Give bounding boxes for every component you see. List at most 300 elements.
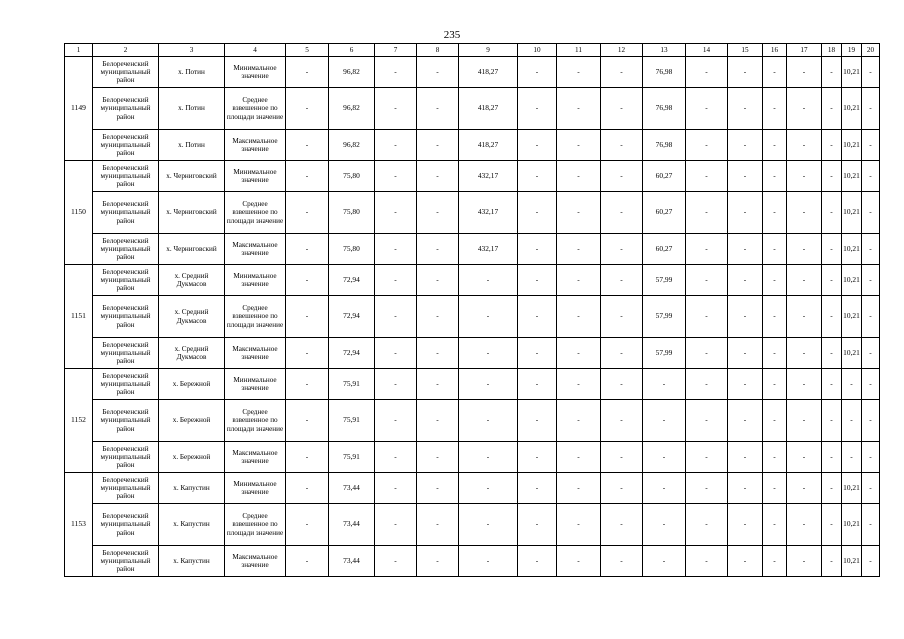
table-cell-col-2: Белореченский муниципальный район bbox=[93, 161, 159, 192]
table-cell-col-15: - bbox=[728, 338, 763, 369]
table-cell-col-4: Максимальное значение bbox=[225, 546, 286, 577]
table-cell-col-8: - bbox=[417, 296, 459, 338]
table-row bbox=[65, 369, 880, 400]
table-cell-col-13: - bbox=[643, 442, 686, 473]
table-cell-col-16: - bbox=[763, 369, 787, 400]
table-row bbox=[65, 192, 880, 234]
table-cell-col-6: 73,44 bbox=[329, 546, 375, 577]
table-cell-col-3: х. Средний Дукмасов bbox=[159, 296, 225, 338]
table-cell-col-10: - bbox=[518, 442, 557, 473]
table-cell-col-13: 57,99 bbox=[643, 265, 686, 296]
table-cell-col-17: - bbox=[787, 338, 822, 369]
table-cell-col-7: - bbox=[375, 57, 417, 88]
table-cell-col-11: - bbox=[557, 234, 601, 265]
table-cell-col-18: - bbox=[822, 546, 842, 577]
table-cell-col-16: - bbox=[763, 442, 787, 473]
table-cell-col-17: - bbox=[787, 192, 822, 234]
table-cell-col-19: 10,21 bbox=[842, 265, 862, 296]
table-cell-col-20: - bbox=[862, 504, 880, 546]
table-cell-col-13: 57,99 bbox=[643, 338, 686, 369]
table-cell-col-15: - bbox=[728, 400, 763, 442]
table-cell-col-12: - bbox=[601, 473, 643, 504]
table-cell-col-14: - bbox=[686, 369, 728, 400]
table-cell-col-6: 72,94 bbox=[329, 338, 375, 369]
column-header-11: 11 bbox=[557, 44, 601, 57]
table-cell-col-5: - bbox=[286, 473, 329, 504]
table-cell-col-11: - bbox=[557, 442, 601, 473]
table-cell-col-15: - bbox=[728, 504, 763, 546]
table-cell-col-12: - bbox=[601, 265, 643, 296]
column-header-4: 4 bbox=[225, 44, 286, 57]
column-header-17: 17 bbox=[787, 44, 822, 57]
table-cell-col-9: 432,17 bbox=[459, 192, 518, 234]
table-cell-col-3: х. Потин bbox=[159, 57, 225, 88]
table-cell-col-11: - bbox=[557, 296, 601, 338]
column-header-1: 1 bbox=[65, 44, 93, 57]
table-cell-col-14: - bbox=[686, 473, 728, 504]
table-cell-col-13: - bbox=[643, 400, 686, 442]
table-row bbox=[65, 442, 880, 473]
table-cell-col-12: - bbox=[601, 130, 643, 161]
table-cell-col-19: 10,21 bbox=[842, 234, 862, 265]
table-cell-col-4: Среднее взвешенное по площади значение bbox=[225, 296, 286, 338]
table-cell-col-7: - bbox=[375, 130, 417, 161]
table-cell-col-3: х. Капустин bbox=[159, 504, 225, 546]
table-cell-col-16: - bbox=[763, 57, 787, 88]
table-cell-col-20: - bbox=[862, 88, 880, 130]
table-cell-col-9: 418,27 bbox=[459, 57, 518, 88]
column-header-9: 9 bbox=[459, 44, 518, 57]
table-cell-col-10: - bbox=[518, 130, 557, 161]
table-cell-col-3: х. Потин bbox=[159, 88, 225, 130]
table-cell-col-10: - bbox=[518, 504, 557, 546]
table-cell-col-14: - bbox=[686, 546, 728, 577]
column-header-12: 12 bbox=[601, 44, 643, 57]
table-cell-col-17: - bbox=[787, 442, 822, 473]
page-number: 235 bbox=[443, 29, 461, 41]
table-cell-col-5: - bbox=[286, 504, 329, 546]
table-cell-col-18: - bbox=[822, 442, 842, 473]
table-cell-col-12: - bbox=[601, 369, 643, 400]
table-cell-col-20: - bbox=[862, 400, 880, 442]
table-cell-col-16: - bbox=[763, 161, 787, 192]
table-cell-col-19: 10,21 bbox=[842, 338, 862, 369]
table-cell-col-7: - bbox=[375, 88, 417, 130]
table-cell-col-8: - bbox=[417, 338, 459, 369]
table-cell-col-20: - bbox=[862, 369, 880, 400]
table-cell-col-6: 73,44 bbox=[329, 504, 375, 546]
table-cell-col-20: - bbox=[862, 296, 880, 338]
table-cell-col-7: - bbox=[375, 473, 417, 504]
column-header-13: 13 bbox=[643, 44, 686, 57]
table-cell-col-6: 75,91 bbox=[329, 400, 375, 442]
table-cell-col-7: - bbox=[375, 442, 417, 473]
table-cell-col-14: - bbox=[686, 192, 728, 234]
table-cell-col-13: 57,99 bbox=[643, 296, 686, 338]
table-cell-col-15: - bbox=[728, 369, 763, 400]
table-cell-col-5: - bbox=[286, 369, 329, 400]
table-cell-col-12: - bbox=[601, 192, 643, 234]
table-cell-col-11: - bbox=[557, 57, 601, 88]
table-cell-col-13: 76,98 bbox=[643, 88, 686, 130]
table-cell-col-20: - bbox=[862, 265, 880, 296]
table-cell-col-15: - bbox=[728, 546, 763, 577]
table-cell-col-9: - bbox=[459, 504, 518, 546]
table-cell-col-20: - bbox=[862, 57, 880, 88]
table-cell-col-17: - bbox=[787, 296, 822, 338]
table-cell-col-19: 10,21 bbox=[842, 546, 862, 577]
table-cell-col-14: - bbox=[686, 57, 728, 88]
table-cell-col-14: - bbox=[686, 265, 728, 296]
table-cell-col-16: - bbox=[763, 265, 787, 296]
table-cell-col-4: Среднее взвешенное по площади значение bbox=[225, 400, 286, 442]
table-cell-col-18: - bbox=[822, 400, 842, 442]
table-cell-col-16: - bbox=[763, 88, 787, 130]
table-cell-col-11: - bbox=[557, 161, 601, 192]
table-cell-col-8: - bbox=[417, 546, 459, 577]
column-header-3: 3 bbox=[159, 44, 225, 57]
table-cell-col-3: х. Потин bbox=[159, 130, 225, 161]
table-cell-col-14: - bbox=[686, 338, 728, 369]
table-cell-col-15: - bbox=[728, 57, 763, 88]
table-cell-col-4: Максимальное значение bbox=[225, 338, 286, 369]
table-cell-col-19: 10,21 bbox=[842, 161, 862, 192]
table-cell-col-4: Максимальное значение bbox=[225, 130, 286, 161]
table-cell-col-13: - bbox=[643, 546, 686, 577]
table-row bbox=[65, 234, 880, 265]
table-cell-col-19: - bbox=[842, 369, 862, 400]
table-cell-col-12: - bbox=[601, 57, 643, 88]
table-cell-col-13: - bbox=[643, 504, 686, 546]
table-cell-col-3: х. Черниговский bbox=[159, 234, 225, 265]
table-cell-col-3: х. Черниговский bbox=[159, 192, 225, 234]
header-row bbox=[65, 44, 880, 57]
table-row bbox=[65, 57, 880, 88]
table-cell-col-8: - bbox=[417, 265, 459, 296]
table-cell-col-5: - bbox=[286, 546, 329, 577]
table-cell-col-11: - bbox=[557, 473, 601, 504]
table-cell-col-19: 10,21 bbox=[842, 88, 862, 130]
table-cell-col-10: - bbox=[518, 400, 557, 442]
table-cell-col-10: - bbox=[518, 161, 557, 192]
table-cell-col-17: - bbox=[787, 130, 822, 161]
table-cell-col-8: - bbox=[417, 234, 459, 265]
column-header-14: 14 bbox=[686, 44, 728, 57]
table-cell-col-5: - bbox=[286, 192, 329, 234]
table-cell-col-9: - bbox=[459, 442, 518, 473]
table-cell-col-13: - bbox=[643, 369, 686, 400]
table-cell-col-16: - bbox=[763, 400, 787, 442]
table-cell-col-11: - bbox=[557, 546, 601, 577]
column-header-10: 10 bbox=[518, 44, 557, 57]
table-cell-col-5: - bbox=[286, 57, 329, 88]
table-cell-col-19: 10,21 bbox=[842, 57, 862, 88]
table-cell-col-15: - bbox=[728, 161, 763, 192]
table-row bbox=[65, 400, 880, 442]
table-cell-col-20: - bbox=[862, 161, 880, 192]
table-cell-col-16: - bbox=[763, 130, 787, 161]
table-cell-col-6: 96,82 bbox=[329, 57, 375, 88]
table-cell-col-19: 10,21 bbox=[842, 504, 862, 546]
table-cell-col-16: - bbox=[763, 296, 787, 338]
table-cell-col-7: - bbox=[375, 400, 417, 442]
table-cell-col-13: - bbox=[643, 473, 686, 504]
table-cell-col-5: - bbox=[286, 265, 329, 296]
table-cell-col-9: - bbox=[459, 265, 518, 296]
table-cell-col-9: - bbox=[459, 400, 518, 442]
table-cell-col-11: - bbox=[557, 88, 601, 130]
table-cell-col-6: 75,80 bbox=[329, 234, 375, 265]
table-cell-col-19: 10,21 bbox=[842, 296, 862, 338]
table-cell-col-2: Белореченский муниципальный район bbox=[93, 296, 159, 338]
table-cell-col-9: 418,27 bbox=[459, 130, 518, 161]
table-cell-col-11: - bbox=[557, 369, 601, 400]
table-cell-col-12: - bbox=[601, 400, 643, 442]
table-cell-col-2: Белореченский муниципальный район bbox=[93, 473, 159, 504]
table-cell-col-4: Максимальное значение bbox=[225, 234, 286, 265]
table-row bbox=[65, 161, 880, 192]
column-header-6: 6 bbox=[329, 44, 375, 57]
table-cell-col-4: Минимальное значение bbox=[225, 57, 286, 88]
table-cell-col-16: - bbox=[763, 546, 787, 577]
table-cell-col-11: - bbox=[557, 504, 601, 546]
table-cell-col-14: - bbox=[686, 504, 728, 546]
table-cell-col-12: - bbox=[601, 546, 643, 577]
table-cell-col-10: - bbox=[518, 234, 557, 265]
table-cell-col-7: - bbox=[375, 338, 417, 369]
table-cell-col-18: - bbox=[822, 504, 842, 546]
table-cell-col-4: Среднее взвешенное по площади значение bbox=[225, 88, 286, 130]
table-cell-col-18: - bbox=[822, 234, 842, 265]
table-cell-col-9: - bbox=[459, 338, 518, 369]
table-cell-col-9: 432,17 bbox=[459, 234, 518, 265]
table-row bbox=[65, 130, 880, 161]
table-cell-col-6: 75,80 bbox=[329, 192, 375, 234]
table-cell-col-8: - bbox=[417, 192, 459, 234]
table-cell-col-9: - bbox=[459, 369, 518, 400]
table-cell-col-7: - bbox=[375, 546, 417, 577]
table-cell-col-10: - bbox=[518, 88, 557, 130]
table-cell-col-4: Среднее взвешенное по площади значение bbox=[225, 504, 286, 546]
table-cell-col-18: - bbox=[822, 192, 842, 234]
table-cell-col-20: - bbox=[862, 130, 880, 161]
table-cell-col-5: - bbox=[286, 442, 329, 473]
table-cell-col-18: - bbox=[822, 161, 842, 192]
table-header bbox=[65, 44, 880, 57]
table-cell-col-4: Среднее взвешенное по площади значение bbox=[225, 192, 286, 234]
table-cell-col-10: - bbox=[518, 473, 557, 504]
table-cell-col-13: 60,27 bbox=[643, 192, 686, 234]
table-cell-col-11: - bbox=[557, 338, 601, 369]
table-cell-col-14: - bbox=[686, 296, 728, 338]
column-header-19: 19 bbox=[842, 44, 862, 57]
column-header-8: 8 bbox=[417, 44, 459, 57]
table-cell-col-7: - bbox=[375, 504, 417, 546]
table-cell-col-12: - bbox=[601, 296, 643, 338]
table-cell-col-5: - bbox=[286, 296, 329, 338]
table-cell-col-13: 76,98 bbox=[643, 130, 686, 161]
table-cell-col-5: - bbox=[286, 88, 329, 130]
table-cell-col-8: - bbox=[417, 442, 459, 473]
table-cell-col-4: Минимальное значение bbox=[225, 265, 286, 296]
table-cell-col-8: - bbox=[417, 400, 459, 442]
table-cell-col-17: - bbox=[787, 265, 822, 296]
table-cell-col-8: - bbox=[417, 369, 459, 400]
table-cell-col-18: - bbox=[822, 369, 842, 400]
table-cell-col-10: - bbox=[518, 369, 557, 400]
table-cell-col-10: - bbox=[518, 265, 557, 296]
table-cell-col-17: - bbox=[787, 473, 822, 504]
table-cell-col-3: х. Бережной bbox=[159, 369, 225, 400]
table-cell-col-6: 75,91 bbox=[329, 369, 375, 400]
table-cell-col-13: 76,98 bbox=[643, 57, 686, 88]
table-cell-col-17: - bbox=[787, 400, 822, 442]
table-cell-col-14: - bbox=[686, 130, 728, 161]
table-cell-col-8: - bbox=[417, 88, 459, 130]
table-cell-col-17: - bbox=[787, 369, 822, 400]
table-cell-col-5: - bbox=[286, 400, 329, 442]
table-cell-col-8: - bbox=[417, 130, 459, 161]
table-cell-col-17: - bbox=[787, 88, 822, 130]
table-cell-col-2: Белореченский муниципальный район bbox=[93, 338, 159, 369]
table-cell-col-3: х. Капустин bbox=[159, 473, 225, 504]
table-cell-col-18: - bbox=[822, 130, 842, 161]
table-cell-col-10: - bbox=[518, 57, 557, 88]
table-cell-col-5: - bbox=[286, 161, 329, 192]
table-cell-col-2: Белореченский муниципальный район bbox=[93, 369, 159, 400]
table-cell-col-18: - bbox=[822, 473, 842, 504]
table-cell-col-14: - bbox=[686, 400, 728, 442]
column-header-15: 15 bbox=[728, 44, 763, 57]
table-cell-col-16: - bbox=[763, 192, 787, 234]
table-cell-col-5: - bbox=[286, 338, 329, 369]
table-cell-col-9: - bbox=[459, 473, 518, 504]
table-cell-col-18: - bbox=[822, 296, 842, 338]
table-cell-col-4: Минимальное значение bbox=[225, 161, 286, 192]
table-cell-col-20: - bbox=[862, 192, 880, 234]
table-cell-col-5: - bbox=[286, 234, 329, 265]
table-cell-col-19: 10,21 bbox=[842, 130, 862, 161]
table-row bbox=[65, 296, 880, 338]
table-cell-col-20: - bbox=[862, 338, 880, 369]
table-cell-col-15: - bbox=[728, 265, 763, 296]
table-cell-col-16: - bbox=[763, 234, 787, 265]
table-cell-col-17: - bbox=[787, 161, 822, 192]
column-header-2: 2 bbox=[93, 44, 159, 57]
table-cell-col-15: - bbox=[728, 130, 763, 161]
table-cell-col-2: Белореченский муниципальный район bbox=[93, 130, 159, 161]
table-cell-col-2: Белореченский муниципальный район bbox=[93, 442, 159, 473]
table-row bbox=[65, 546, 880, 577]
table-cell-col-3: х. Бережной bbox=[159, 400, 225, 442]
table-cell-col-2: Белореченский муниципальный район bbox=[93, 234, 159, 265]
table-cell-col-17: - bbox=[787, 504, 822, 546]
table-cell-col-16: - bbox=[763, 504, 787, 546]
table-cell-col-18: - bbox=[822, 88, 842, 130]
table-cell-col-12: - bbox=[601, 161, 643, 192]
table-cell-col-9: - bbox=[459, 296, 518, 338]
table-cell-col-2: Белореченский муниципальный район bbox=[93, 88, 159, 130]
table-row bbox=[65, 473, 880, 504]
table-cell-col-3: х. Средний Дукмасов bbox=[159, 265, 225, 296]
table-cell-col-9: 418,27 bbox=[459, 88, 518, 130]
table-cell-col-19: - bbox=[842, 400, 862, 442]
table-cell-col-15: - bbox=[728, 234, 763, 265]
table-cell-col-14: - bbox=[686, 442, 728, 473]
column-header-20: 20 bbox=[862, 44, 880, 57]
table-cell-col-18: - bbox=[822, 265, 842, 296]
table-cell-col-16: - bbox=[763, 473, 787, 504]
table-cell-col-8: - bbox=[417, 504, 459, 546]
table-cell-col-10: - bbox=[518, 338, 557, 369]
table-cell-col-11: - bbox=[557, 400, 601, 442]
record-id-cell: 1150 bbox=[65, 161, 93, 265]
table-cell-col-2: Белореченский муниципальный район bbox=[93, 192, 159, 234]
table-row bbox=[65, 265, 880, 296]
table-cell-col-14: - bbox=[686, 161, 728, 192]
table-cell-col-7: - bbox=[375, 369, 417, 400]
table-cell-col-6: 96,82 bbox=[329, 88, 375, 130]
table-cell-col-9: - bbox=[459, 546, 518, 577]
table-cell-col-20: - bbox=[862, 546, 880, 577]
table-cell-col-4: Минимальное значение bbox=[225, 473, 286, 504]
table-cell-col-11: - bbox=[557, 265, 601, 296]
table-cell-col-4: Максимальное значение bbox=[225, 442, 286, 473]
table-cell-col-20: - bbox=[862, 442, 880, 473]
table-cell-col-17: - bbox=[787, 57, 822, 88]
table-row bbox=[65, 88, 880, 130]
table-cell-col-18: - bbox=[822, 57, 842, 88]
table-cell-col-4: Минимальное значение bbox=[225, 369, 286, 400]
table-cell-col-7: - bbox=[375, 265, 417, 296]
table-cell-col-6: 96,82 bbox=[329, 130, 375, 161]
table-row bbox=[65, 504, 880, 546]
table-cell-col-7: - bbox=[375, 296, 417, 338]
table-cell-col-7: - bbox=[375, 161, 417, 192]
table-cell-col-13: 60,27 bbox=[643, 234, 686, 265]
table-cell-col-10: - bbox=[518, 296, 557, 338]
table-cell-col-8: - bbox=[417, 161, 459, 192]
record-id-cell: 1149 bbox=[65, 57, 93, 161]
table-cell-col-6: 72,94 bbox=[329, 265, 375, 296]
table-cell-col-6: 75,80 bbox=[329, 161, 375, 192]
table-cell-col-8: - bbox=[417, 473, 459, 504]
table-cell-col-3: х. Бережной bbox=[159, 442, 225, 473]
table-cell-col-2: Белореченский муниципальный район bbox=[93, 400, 159, 442]
table-cell-col-17: - bbox=[787, 546, 822, 577]
table-cell-col-19: 10,21 bbox=[842, 473, 862, 504]
table-cell-col-9: 432,17 bbox=[459, 161, 518, 192]
table-row bbox=[65, 338, 880, 369]
table-cell-col-20: - bbox=[862, 234, 880, 265]
table-cell-col-13: 60,27 bbox=[643, 161, 686, 192]
table-cell-col-10: - bbox=[518, 546, 557, 577]
table-cell-col-12: - bbox=[601, 504, 643, 546]
table-cell-col-7: - bbox=[375, 192, 417, 234]
table-cell-col-15: - bbox=[728, 473, 763, 504]
table-cell-col-5: - bbox=[286, 130, 329, 161]
table-cell-col-10: - bbox=[518, 192, 557, 234]
column-header-16: 16 bbox=[763, 44, 787, 57]
table-cell-col-15: - bbox=[728, 442, 763, 473]
table-cell-col-6: 75,91 bbox=[329, 442, 375, 473]
table-body bbox=[65, 57, 880, 577]
table-cell-col-14: - bbox=[686, 234, 728, 265]
record-id-cell: 1153 bbox=[65, 473, 93, 577]
table-cell-col-15: - bbox=[728, 192, 763, 234]
table-cell-col-15: - bbox=[728, 296, 763, 338]
record-id-cell: 1152 bbox=[65, 369, 93, 473]
